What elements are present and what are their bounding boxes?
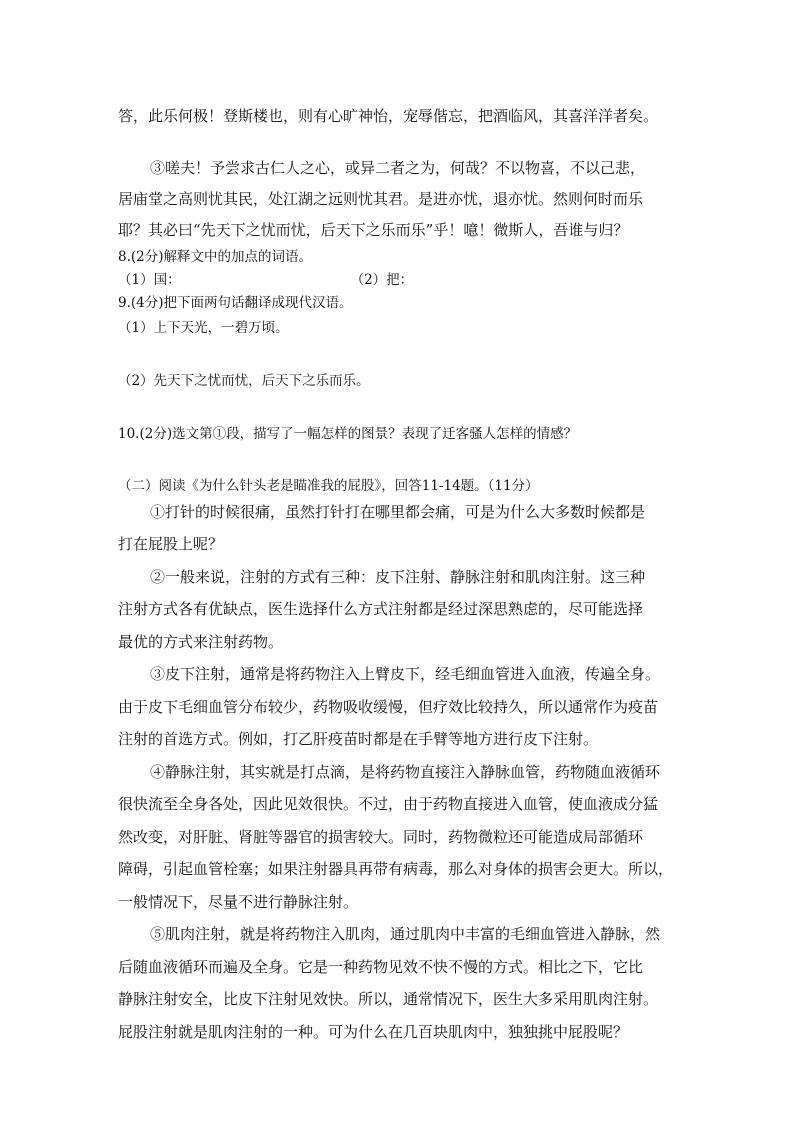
question-8-item-2: （2）把： xyxy=(350,272,414,288)
article-line: 后随血液循环而遍及全身。它是一种药物见效不快不慢的方式。相比之下，它比 xyxy=(118,958,644,976)
article-line: 很快流至全身各处，因此见效很快。不过，由于药物直接进入血管，使血液成分猛 xyxy=(118,795,659,813)
article-paragraph-2: ②一般来说，注射的方式有三种：皮下注射、静脉注射和肌肉注射。这三种 xyxy=(150,568,646,586)
article-line: 一般情况下，尽量不进行静脉注射。 xyxy=(118,893,359,911)
passage-line: 耶？其必曰“先天下之忧而忧，后天下之乐而乐”乎！噫！微斯人，吾谁与归？ xyxy=(118,221,629,239)
question-9-item-1: （1）上下天光，一碧万顷。 xyxy=(118,320,289,336)
article-paragraph-4: ④静脉注射，其实就是打点滴，是将药物直接注入静脉血管，药物随血液循环 xyxy=(150,763,661,781)
article-paragraph-1: ①打针的时候很痛，虽然打针打在哪里都会痛，可是为什么大多数时候都是 xyxy=(150,503,646,521)
article-line: 打在屁股上呢？ xyxy=(118,535,224,553)
section-2-heading: （二）阅读《为什么针头老是瞄准我的屁股》，回答11-14题。（11分） xyxy=(118,478,539,494)
article-paragraph-5: ⑤肌肉注射，就是将药物注入肌肉，通过肌肉中丰富的毛细血管进入静脉，然 xyxy=(150,925,661,943)
passage-paragraph-3: ③嗟夫！予尝求古仁人之心，或异二者之为，何哉？不以物喜，不以己悲， xyxy=(150,159,646,177)
article-line: 注射的首选方式。例如，打乙肝疫苗时都是在手臂等地方进行皮下注射。 xyxy=(118,730,599,748)
article-line: 最优的方式来注射药物。 xyxy=(118,633,284,651)
article-line: 屁股注射就是肌肉注射的一种。可为什么在几百块肌肉中，独独挑中屁股呢？ xyxy=(118,1023,629,1041)
question-9: 9.(4分)把下面两句话翻译成现代汉语。 xyxy=(118,295,353,311)
question-9-item-2: （2）先天下之忧而忧，后天下之乐而乐。 xyxy=(118,373,370,389)
question-8-item-1: （1）国： xyxy=(118,272,181,288)
article-line: 障碍，引起血管栓塞；如果注射器具再带有病毒，那么对身体的损害会更大。所以， xyxy=(118,860,674,878)
question-8: 8.(2分)解释文中的加点的词语。 xyxy=(118,249,313,265)
article-line: 然改变，对肝脏、肾脏等器官的损害较大。同时，药物微粒还可能造成局部循环 xyxy=(118,828,644,846)
article-line: 注射方式各有优缺点，医生选择什么方式注射都是经过深思熟虑的，尽可能选择 xyxy=(118,600,644,618)
question-8-items xyxy=(118,270,413,290)
article-line: 静脉注射安全，比皮下注射见效快。所以，通常情况下，医生大多采用肌肉注射。 xyxy=(118,990,659,1008)
article-paragraph-3: ③皮下注射，通常是将药物注入上臂皮下，经毛细血管进入血液，传遍全身。 xyxy=(150,665,661,683)
article-line: 由于皮下毛细血管分布较少，药物吸收缓慢，但疗效比较持久，所以通常作为疫苗 xyxy=(118,698,659,716)
passage-line: 居庙堂之高则忧其民，处江湖之远则忧其君。是进亦忧，退亦忧。然则何时而乐 xyxy=(118,190,644,208)
question-10: 10.(2分)选文第①段，描写了一幅怎样的图景？表现了迁客骚人怎样的情感？ xyxy=(118,426,578,442)
passage-line: 答，此乐何极！登斯楼也，则有心旷神怡，宠辱偕忘，把酒临风，其喜洋洋者矣。 xyxy=(118,107,659,125)
